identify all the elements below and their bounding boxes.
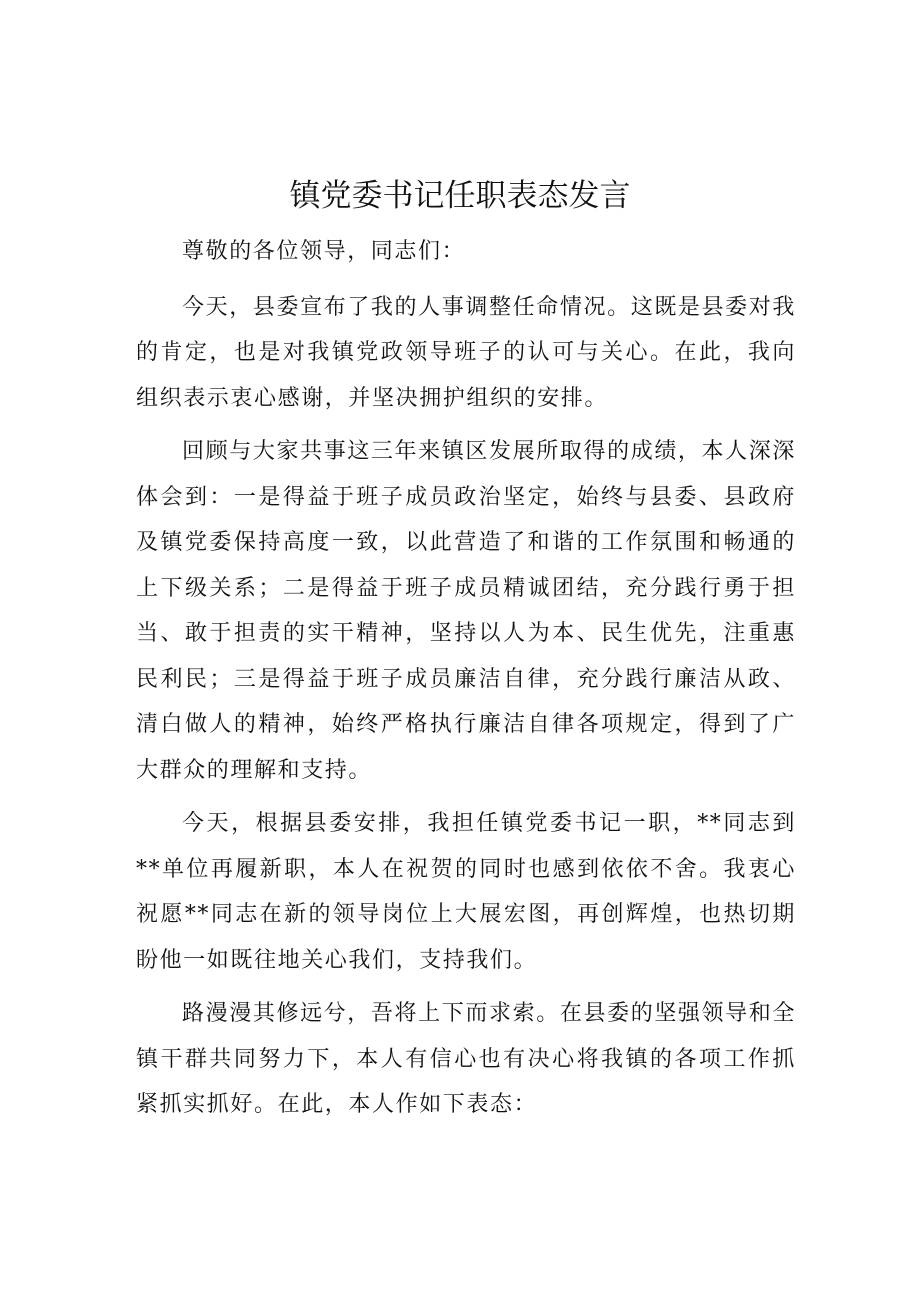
paragraph-4: 路漫漫其修远兮，吾将上下而求索。在县委的坚强领导和全镇干群共同努力下，本人有信心也有决心将我镇的各项工作抓紧抓实抓好。在此，本人作如下表态： — [136, 1001, 796, 1117]
paragraph-2: 回顾与大家共事这三年来镇区发展所取得的成绩，本人深深体会到：一是得益于班子成员政治坚定，始终与县委、县政府及镇党委保持高度一致，以此营造了和谐的工作氛围和畅通的上下级关系；二是得益于班子成员精诚团结，充分践行勇于担当、敢于担责的实干精神，坚持以人为本、民生优先，注重惠民利民；三是得益于班子成员廉洁自律，充分践行廉洁从政、清白做人的精神，始终严格执行廉洁自律各项规定，得到了广大群众的理解和支持。 — [136, 439, 796, 783]
salutation: 尊敬的各位领导，同志们： — [182, 239, 466, 264]
paragraph-3: 今天，根据县委安排，我担任镇党委书记一职，**同志到**单位再履新职，本人在祝贺的同时也感到依依不舍。我衷心祝愿**同志在新的领导岗位上大展宏图，再创辉煌，也热切期盼他一如既往地关心我们，支持我们。 — [136, 811, 796, 973]
paragraph-1: 今天，县委宣布了我的人事调整任命情况。这既是县委对我的肯定，也是对我镇党政领导班子的认可与关心。在此，我向组织表示衷心感谢，并坚决拥护组织的安排。 — [136, 294, 796, 411]
document-body — [136, 229, 796, 1128]
document-title: 镇党委书记任职表态发言 — [289, 178, 631, 214]
